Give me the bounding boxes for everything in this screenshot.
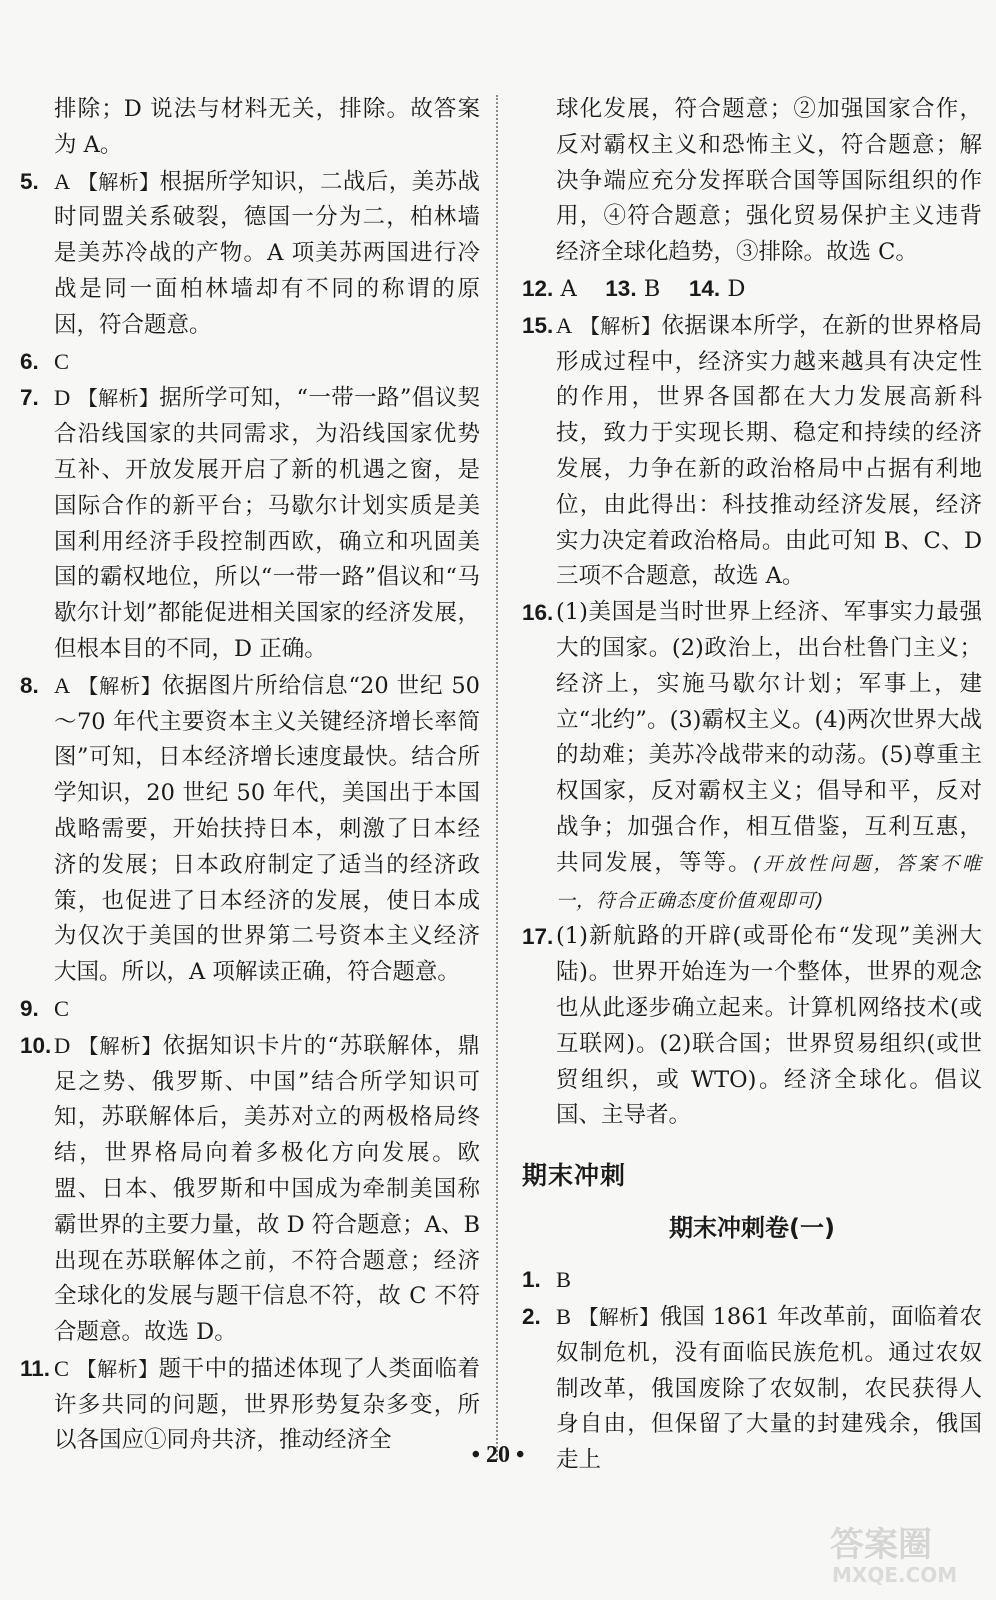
analysis-text: 俄国 1861 年改革前，面临着农奴制危机，没有面临民族危机。通过农奴制改革，俄国废除了农奴制，农民获得人身自由，但保留了大量的封建残余，俄国走上 xyxy=(556,1303,982,1474)
answer-text: (1)新航路的开辟(或哥伦布“发现”美洲大陆)。世界开始连为一个整体，世界的观念也从此逐步确立起来。计算机网络技术(或互联网)。(2)联合国；世界贸易组织(或世贸组织，或 WTO)。经济全球化。倡议国、主导者。 xyxy=(556,923,982,1129)
analysis-tag: 【解析】 xyxy=(579,313,662,338)
answer-choice: B xyxy=(556,1267,572,1293)
question-number: 6. xyxy=(20,348,39,374)
question-number: 8. xyxy=(20,672,39,698)
watermark-domain: MXQE.COM xyxy=(832,1563,958,1587)
answer-choice: A xyxy=(556,312,573,338)
paper-title: 期末冲刺卷(一) xyxy=(669,1214,835,1243)
question-number: 11. xyxy=(20,1355,51,1381)
analysis-text: 题干中的描述体现了人类面临着许多共同的问题，世界形势复杂多变，所以各国应①同舟共济，推动经济全 xyxy=(54,1355,481,1454)
question-number: 9. xyxy=(20,995,39,1021)
analysis-tag: 【解析】 xyxy=(77,169,160,194)
page-number: • 20 • xyxy=(471,1442,525,1468)
question-number: 1. xyxy=(522,1267,541,1293)
watermark-logo xyxy=(826,1518,976,1588)
answer-choice: A xyxy=(54,672,71,698)
analysis-tag: 【解析】 xyxy=(76,1356,159,1381)
analysis-text: 依据知识卡片的“苏联解体，鼎足之势、俄罗斯、中国”结合所学知识可知，苏联解体后，美苏对立的两极格局终结，世界格局向着多极化方向发展。欧盟、日本、俄罗斯和中国成为牵制美国称霸世界的主要力量，故 D 符合题意；A、B 出现在苏联解体之前，不符合题意；经济全球化的发展与题干信息不符，故 C 不符合题意。故选 D。 xyxy=(54,1032,480,1346)
answer-note: (开放性问题，答案不唯一，符合正确态度价值观即可) xyxy=(556,852,982,912)
answer-choice: D xyxy=(54,385,71,411)
column-divider xyxy=(496,95,498,1460)
analysis-text: 根据所学知识，二战后，美苏战时同盟关系破裂，德国一分为二，柏林墙是美苏冷战的产物。A 项美苏两国进行冷战是同一面柏林墙却有不同的称谓的原因，符合题意。 xyxy=(54,168,480,338)
continuation-text: 球化发展，符合题意；②加强国家合作，反对霸权主义和恐怖主义，符合题意；解决争端应充分发挥联合国等国际组织的作用，④符合题意；强化贸易保护主义违背经济全球化趋势，③排除。故选 C。 xyxy=(556,96,982,266)
answer-entry-7 xyxy=(20,380,480,667)
question-number: 2. xyxy=(522,1303,541,1329)
question-number: 5. xyxy=(20,168,39,194)
question-number: 14. xyxy=(688,275,721,301)
answer-entry-17 xyxy=(522,919,982,1134)
answer-text: (1)美国是当时世界上经济、军事实力最强大的国家。(2)政治上，出台杜鲁门主义；经济上，实施马歇尔计划；军事上，建立“北约”。(3)霸权主义。(4)两次世界大战的劫难；美苏冷战带来的动荡。(5)尊重主权国家，反对霸权主义；倡导和平，反对战争；加强合作，相互借鉴，互利互惠，共同发展，等等。 xyxy=(556,599,982,876)
left-column xyxy=(20,92,480,1459)
answer-choice: C xyxy=(54,348,70,374)
analysis-text: 依据图片所给信息“20 世纪 50～70 年代主要资本主义关键经济增长率简图”可知，日本经济增长速度最快。结合所学知识，20 世纪 50 年代，美国出于本国战略需要，开始扶持日本，刺激了日本经济的发展；日本政府制定了适当的经济政策，也促进了日本经济的发展，使日本成为仅次于美国的世界第二号资本主义经济大国。所以，A 项解读正确，符合题意。 xyxy=(54,672,481,986)
question-number: 15. xyxy=(522,312,554,338)
answer-entry-8 xyxy=(20,668,480,991)
answer-choice: C xyxy=(54,995,70,1021)
answer-choice: C xyxy=(54,1355,70,1381)
answer-choice: D xyxy=(727,275,746,302)
answer-entry-5 xyxy=(20,164,480,344)
analysis-tag: 【解析】 xyxy=(77,386,160,411)
watermark-title: 答案圈 xyxy=(830,1525,932,1565)
analysis-text: 据所学可知，“一带一路”倡议契合沿线国家的共同需求，为沿线国家优势互补、开放发展开启了新的机遇之窗，是国际合作的新平台；马歇尔计划实质是美国利用经济手段控制西欧，确立和巩固美国的霸权地位，所以“一带一路”倡议和“马歇尔计划”都能促进相关国家的经济发展，但根本目的不同，D 正确。 xyxy=(54,385,481,662)
answer-entry-10 xyxy=(20,1028,480,1351)
question-number: 12. xyxy=(522,275,554,301)
question-number: 13. xyxy=(605,275,637,301)
analysis-tag: 【解析】 xyxy=(78,673,162,698)
right-column xyxy=(522,92,982,1479)
analysis-text: 依据课本所学，在新的世界格局形成过程中，经济实力越来越具有决定性的作用，世界各国都在大力发展高新科技，致力于实现长期、稳定和持续的经济发展，力争在新的政治格局中占据有利地位，由此得出：科技推动经济发展，经济实力决定着政治格局。由此可知 B、C、D 三项不合题意，故选 A。 xyxy=(556,312,982,590)
answer-entry-16 xyxy=(522,595,982,919)
paper-answer-1 xyxy=(522,1262,982,1299)
question-number: 10. xyxy=(20,1032,52,1058)
answer-choice: B xyxy=(556,1303,572,1329)
answer-entry-9 xyxy=(20,991,480,1028)
analysis-tag: 【解析】 xyxy=(78,1033,163,1058)
answer-row-12-14 xyxy=(522,271,982,308)
answer-entry-6 xyxy=(20,344,480,381)
question-number: 17. xyxy=(522,924,554,950)
section-title: 期末冲刺 xyxy=(522,1161,627,1191)
answer-choice: A xyxy=(54,168,71,194)
continuation-text: 排除；D 说法与材料无关，排除。故答案为 A。 xyxy=(54,96,480,158)
answer-choice: B xyxy=(643,275,661,302)
analysis-tag: 【解析】 xyxy=(578,1304,660,1329)
answer-entry-15 xyxy=(522,308,982,595)
question-number: 16. xyxy=(522,600,554,626)
question-number: 7. xyxy=(20,385,39,411)
answer-choice: A xyxy=(560,275,577,302)
answer-choice: D xyxy=(54,1032,71,1058)
